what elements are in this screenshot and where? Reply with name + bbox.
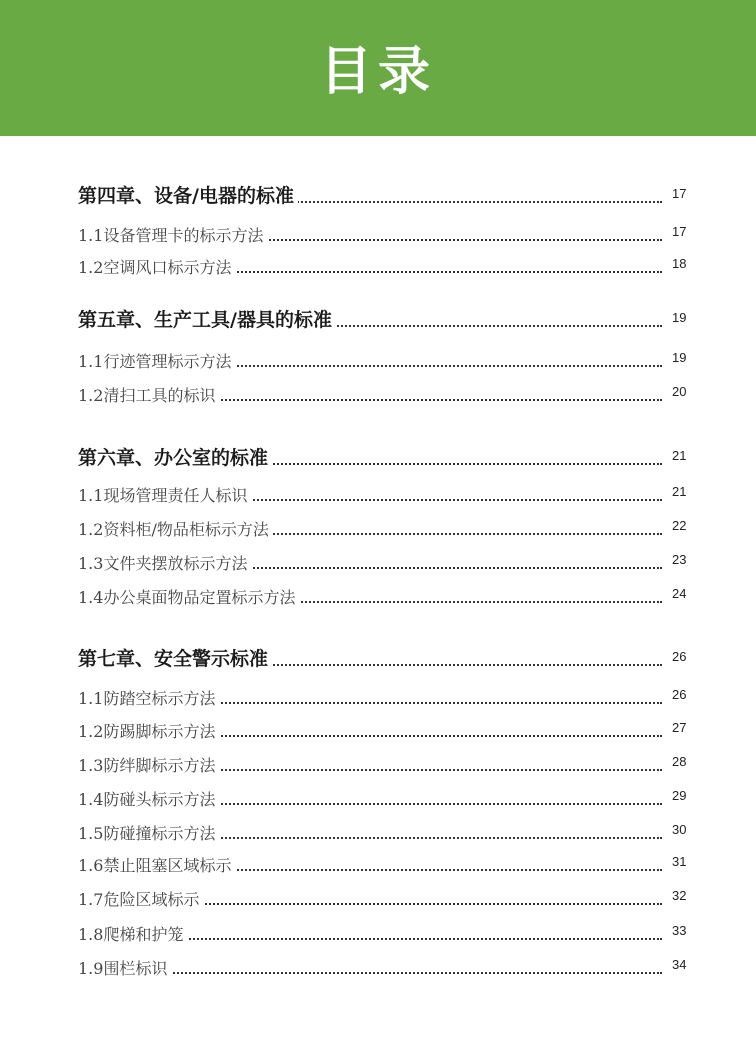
toc-page-number: 20 — [672, 384, 687, 399]
toc-page-number: 31 — [672, 854, 687, 869]
toc-item[interactable] — [78, 224, 698, 250]
toc-page-number: 21 — [672, 448, 687, 463]
toc-item[interactable] — [78, 957, 698, 983]
toc-page-number: 19 — [672, 350, 687, 365]
toc-item[interactable] — [78, 384, 698, 410]
toc-item[interactable] — [78, 854, 698, 880]
toc-page-number: 27 — [672, 720, 687, 735]
toc-item[interactable] — [78, 788, 698, 814]
toc-page-number: 18 — [672, 256, 687, 271]
page-title: 目录 — [319, 41, 436, 102]
toc-page-number: 29 — [672, 788, 687, 803]
toc-label: 第六章、办公室的标准 — [78, 443, 272, 470]
toc-item[interactable] — [78, 350, 698, 376]
toc-item[interactable] — [78, 720, 698, 746]
toc-item[interactable] — [78, 518, 698, 544]
toc-chapter-7[interactable] — [78, 649, 698, 675]
toc-item[interactable] — [78, 687, 698, 713]
toc-page-number: 19 — [672, 310, 687, 325]
toc-item[interactable] — [78, 256, 698, 282]
toc-label: 第五章、生产工具/器具的标准 — [78, 305, 336, 332]
toc-label: 1.2清扫工具的标识 — [78, 383, 219, 406]
toc-chapter-6[interactable] — [78, 448, 698, 474]
toc-label: 1.6禁止阻塞区域标示 — [78, 853, 235, 876]
toc-label: 1.3防绊脚标示方法 — [78, 753, 219, 776]
toc-page-number: 17 — [672, 224, 687, 239]
toc-label: 1.2防踢脚标示方法 — [78, 719, 219, 742]
toc-label: 1.9围栏标识 — [78, 956, 171, 979]
toc-page-number: 26 — [672, 649, 687, 664]
toc-label: 1.1防踏空标示方法 — [78, 686, 219, 709]
toc-page-number: 22 — [672, 518, 687, 533]
toc-label: 1.7危险区域标示 — [78, 887, 203, 910]
toc-page-number: 30 — [672, 822, 687, 837]
toc-label: 第四章、设备/电器的标准 — [78, 181, 298, 208]
toc-page-number: 24 — [672, 586, 687, 601]
toc-item[interactable] — [78, 888, 698, 914]
toc-page-number: 17 — [672, 186, 687, 201]
header-banner — [0, 0, 756, 136]
toc-page-number: 28 — [672, 754, 687, 769]
toc-label: 1.1现场管理责任人标识 — [78, 483, 251, 506]
toc-label: 1.4防碰头标示方法 — [78, 787, 219, 810]
toc-label: 1.3文件夹摆放标示方法 — [78, 551, 251, 574]
toc-page-number: 26 — [672, 687, 687, 702]
toc-label: 1.4办公桌面物品定置标示方法 — [78, 585, 299, 608]
toc-page-number: 21 — [672, 484, 687, 499]
toc-item[interactable] — [78, 822, 698, 848]
toc-label: 1.2资料柜/物品柜标示方法 — [78, 517, 273, 540]
toc-chapter-4[interactable] — [78, 186, 698, 212]
toc-page-number: 33 — [672, 923, 687, 938]
toc-item[interactable] — [78, 923, 698, 949]
toc-item[interactable] — [78, 484, 698, 510]
toc-label: 1.2空调风口标示方法 — [78, 255, 235, 278]
toc-label: 1.1行迹管理标示方法 — [78, 349, 235, 372]
toc-page-number: 34 — [672, 957, 687, 972]
toc-item[interactable] — [78, 552, 698, 578]
toc-chapter-5[interactable] — [78, 310, 698, 336]
toc-page-number: 32 — [672, 888, 687, 903]
toc-label: 1.5防碰撞标示方法 — [78, 821, 219, 844]
toc-label: 1.1设备管理卡的标示方法 — [78, 223, 267, 246]
toc-page-number: 23 — [672, 552, 687, 567]
toc-item[interactable] — [78, 586, 698, 612]
toc-label: 第七章、安全警示标准 — [78, 644, 272, 671]
toc-label: 1.8爬梯和护笼 — [78, 922, 187, 945]
toc-item[interactable] — [78, 754, 698, 780]
